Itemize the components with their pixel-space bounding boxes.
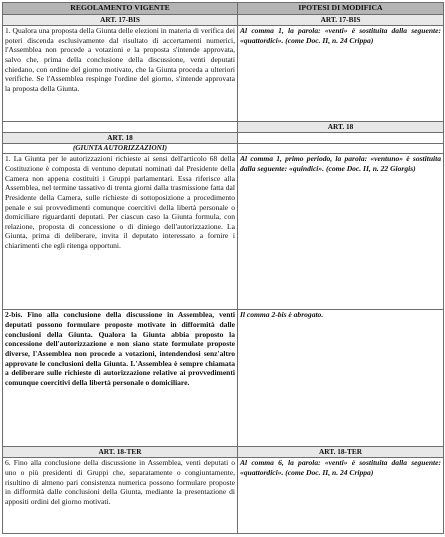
proposed-text: Il comma 2-bis è abrogato. xyxy=(238,310,444,447)
header-right: IPOTESI DI MODIFICA xyxy=(238,3,444,15)
proposed-text: Al comma 1, primo periodo, la parola: «ventuno» è sostituita dalla seguente: «quindici». (come Doc. II, n. 22 Giorgis) xyxy=(238,154,444,310)
table-row xyxy=(3,154,444,310)
section-title-row xyxy=(3,122,444,133)
table-row xyxy=(3,26,444,122)
section-subtitle: (GIUNTA AUTORIZZAZIONI) xyxy=(3,144,238,154)
section-title-row xyxy=(3,133,444,144)
section-title-right-empty xyxy=(238,133,444,144)
current-text: 6. Fino alla conclusione della discussione in Assemblea, venti deputati o uno o più presidenti di Gruppi che, separatamente o congiuntamente, risultino di almeno pari consistenza numerica possono formulare proposte in difformità dalle conclusioni della Giunta, mediante la presentazione di appositi ordini del giorno motivati. xyxy=(3,458,238,534)
table-row xyxy=(3,310,444,447)
proposed-text: Al comma 6, la parola: «venti» è sostituita dalla seguente: «quattordici». (come Doc. II, n. 24 Crippa) xyxy=(238,458,444,534)
section-title-row xyxy=(3,447,444,458)
current-text: 1. La Giunta per le autorizzazioni richieste ai sensi dell'articolo 68 della Costituzione è composta di ventuno deputati nominati dal Presidente della Camera non appena costituiti i Gruppi parlamentari. Essa riferisce alla Assemblea, nel termine tassativo di trenta giorni dalla trasmissione fatta dal Presidente della Camera, sulle richieste di sottoposizione a procedimento penale e sui provvedimenti comunque coercitivi della libertà personale o domiciliare riguardanti deputati. Per ciascun caso la Giunta formula, con relazione, proposta di concessione o di diniego dell'autorizzazione. La Giunta, prima di deliberare, invita il deputato interessato a fornire i chiarimenti che egli ritenga opportuni. xyxy=(3,154,238,310)
proposed-text: Al comma 1, la parola: «venti» è sostituita dalla seguente: «quattordici». (come Doc. II, n. 24 Crippa) xyxy=(238,26,444,122)
section-title-left: ART. 18-TER xyxy=(3,447,238,458)
section-subtitle-right-empty xyxy=(238,144,444,154)
comparison-table xyxy=(2,2,444,534)
section-subtitle-row xyxy=(3,144,444,154)
section-title-right: ART. 18-TER xyxy=(238,447,444,458)
section-title-row xyxy=(3,15,444,26)
table-header-row xyxy=(3,3,444,15)
section-title-left: ART. 18 xyxy=(3,133,238,144)
section-title-left: ART. 17-BIS xyxy=(3,15,238,26)
current-text: 1. Qualora una proposta della Giunta delle elezioni in materia di verifica dei poteri discenda esclusivamente dal risultato di accertamenti numerici, l'Assemblea non procede a votazioni e la proposta s'intende approvata, salvo che, prima della conclusione della discussione, venti deputati chiedano, con ordine del giorno motivato, che la Giunta proceda a ulteriori verifiche. Se l'Assemblea respinge l'ordine del giorno, s'intende approvata la proposta della Giunta. xyxy=(3,26,238,122)
header-left: REGOLAMENTO VIGENTE xyxy=(3,3,238,15)
table-row xyxy=(3,458,444,534)
section-title-right: ART. 17-BIS xyxy=(238,15,444,26)
current-text: 2-bis. Fino alla conclusione della discussione in Assemblea, venti deputati possono formulare proposte motivate in difformità dalle conclusioni della Giunta. Qualora la Giunta abbia proposto la concessione dell'autorizzazione e non siano state formulate proposte diverse, l'Assemblea non procede a votazioni, intendendosi senz'altro approvate le conclusioni della Giunta. L'Assemblea è sempre chiamata a deliberare sulle richieste di autorizzazione relative ai provvedimenti comunque coercitivi della libertà personale o domiciliare. xyxy=(3,310,238,447)
section-title-left-empty xyxy=(3,122,238,133)
section-title-right: ART. 18 xyxy=(238,122,444,133)
